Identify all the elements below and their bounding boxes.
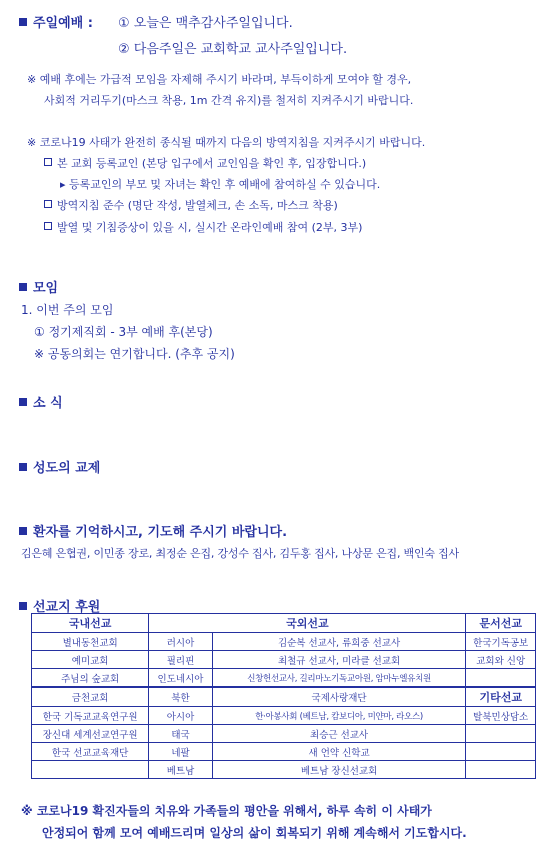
- header-other: 기타선교: [466, 687, 536, 707]
- header-overseas: 국외선교: [149, 614, 466, 633]
- domestic-cell: 금천교회: [32, 687, 149, 707]
- empty-cell: [466, 761, 536, 779]
- country-cell: 태국: [149, 725, 212, 743]
- square-bullet-icon: [19, 527, 27, 535]
- overseas-detail-cell: 최승근 선교사: [212, 725, 466, 743]
- domestic-cell: 한국 기독교교육연구원: [32, 707, 149, 725]
- quarantine-item-1: 본 교회 등록교인 (본당 입구에서 교인임을 확인 후, 입장합니다.): [44, 155, 366, 171]
- quarantine-item-2: 방역지침 준수 (명단 작성, 발열체크, 손 소독, 마스크 착용): [44, 197, 338, 213]
- worship-line-1: ① 오늘은 맥추감사주일입니다.: [118, 16, 293, 31]
- meeting-heading: 모임: [19, 277, 58, 296]
- overseas-detail-cell: 김순복 선교사, 류희중 선교사: [212, 633, 466, 651]
- literature-cell: 교회와 신앙: [466, 651, 536, 669]
- domestic-cell: 예미교회: [32, 651, 149, 669]
- overseas-detail-cell: 한·아봉사회 (베트남, 캄보디아, 미얀마, 라오스): [212, 707, 466, 725]
- worship-heading: 주일예배: [33, 16, 84, 31]
- country-cell: 필리핀: [149, 651, 212, 669]
- meeting-subheading: 1. 이번 주의 모임: [21, 303, 114, 317]
- country-cell: 베트남: [149, 761, 212, 779]
- domestic-cell: 별내동천교회: [32, 633, 149, 651]
- empty-cell: [466, 743, 536, 761]
- notice-line-2: 사회적 거리두기(마스크 착용, 1m 간격 유지)를 철저히 지켜주시기 바랍니다.: [44, 94, 414, 107]
- checkbox-icon: [44, 158, 52, 166]
- news-heading: 소 식: [19, 392, 63, 411]
- meeting-item-2: ※ 공동의회는 연기합니다. (추후 공지): [34, 347, 235, 361]
- mission-heading: 선교지 후원: [19, 596, 100, 615]
- checkbox-icon: [44, 200, 52, 208]
- empty-cell: [466, 725, 536, 743]
- overseas-detail-cell: 신창헌선교사, 길리마노기독교아원, 암마누엘유치원: [212, 669, 466, 688]
- overseas-detail-cell: 최철규 선교사, 미라클 선교회: [212, 651, 466, 669]
- quarantine-item-3: 발열 및 기침증상이 있을 시, 실시간 온라인예배 참여 (2부, 3부): [44, 219, 362, 235]
- square-bullet-icon: [19, 398, 27, 406]
- domestic-cell: 주님의 숲교회: [32, 669, 149, 688]
- domestic-cell: 한국 선교교육재단: [32, 743, 149, 761]
- overseas-detail-cell: 국제사랑재단: [212, 687, 466, 707]
- country-cell: 북한: [149, 687, 212, 707]
- fellowship-heading: 성도의 교제: [19, 457, 100, 476]
- overseas-detail-cell: 베트남 장신선교회: [212, 761, 466, 779]
- overseas-detail-cell: 새 언약 신학교: [212, 743, 466, 761]
- patients-names: 김은혜 은협권, 이민종 장로, 최정순 은집, 강성수 집사, 김두홍 집사, 나상문 은집, 백인숙 집사: [21, 547, 459, 560]
- notice-line-1: ※ 예배 후에는 가급적 모임을 자제해 주시기 바라며, 부득이하게 모여야 할 경우,: [27, 73, 412, 86]
- empty-cell: [466, 669, 536, 688]
- header-domestic: 국내선교: [32, 614, 149, 633]
- closing-line-2: 안정되어 함께 모여 예배드리며 일상의 삶이 회복되기 위해 계속해서 기도합시다.: [42, 826, 467, 840]
- patients-heading: 환자를 기억하시고, 기도해 주시기 바랍니다.: [19, 521, 287, 540]
- header-literature: 문서선교: [466, 614, 536, 633]
- quarantine-item-1-sub: ▸ 등록교인의 부모 및 자녀는 확인 후 예배에 참여하실 수 있습니다.: [60, 178, 381, 191]
- country-cell: 아시아: [149, 707, 212, 725]
- country-cell: 러시아: [149, 633, 212, 651]
- other-cell: 탈북민상담소: [466, 707, 536, 725]
- meeting-item-1: ① 정기제직회 - 3부 예배 후(본당): [34, 325, 213, 339]
- square-bullet-icon: [19, 602, 27, 610]
- mission-support-table: [31, 613, 536, 779]
- country-cell: 네팔: [149, 743, 212, 761]
- literature-cell: 한국기독공보: [466, 633, 536, 651]
- domestic-cell: 장신대 세계선교연구원: [32, 725, 149, 743]
- square-bullet-icon: [19, 463, 27, 471]
- country-cell: 인도네시아: [149, 669, 212, 688]
- worship-line-2: ② 다음주일은 교회학교 교사주일입니다.: [118, 42, 348, 57]
- quarantine-notice: ※ 코로나19 사태가 완전히 종식될 때까지 다음의 방역지침을 지켜주시기 바랍니다.: [27, 136, 426, 149]
- square-bullet-icon: [19, 283, 27, 291]
- empty-cell: [32, 761, 149, 779]
- worship-section: 주일예배 :: [19, 12, 93, 31]
- checkbox-icon: [44, 222, 52, 230]
- square-bullet-icon: [19, 18, 27, 26]
- closing-line-1: ※ 코로나19 확진자들의 치유와 가족들의 평안을 위해서, 하루 속히 이 사태가: [21, 804, 432, 818]
